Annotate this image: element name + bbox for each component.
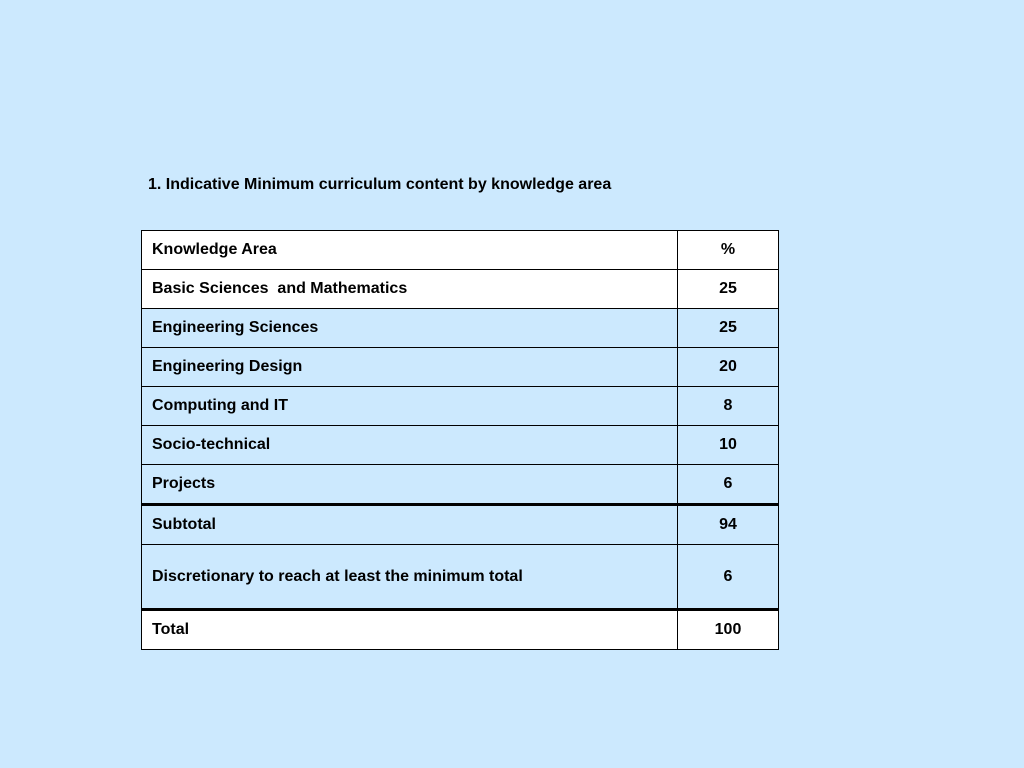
row-area: Engineering Sciences <box>142 309 678 348</box>
subtotal-percent: 94 <box>678 505 779 545</box>
discretionary-percent: 6 <box>678 545 779 610</box>
row-percent: 25 <box>678 309 779 348</box>
table-row <box>142 309 779 348</box>
total-percent: 100 <box>678 610 779 650</box>
row-percent: 8 <box>678 387 779 426</box>
table-row <box>142 387 779 426</box>
table-row <box>142 348 779 387</box>
row-percent: 6 <box>678 465 779 505</box>
row-area: Computing and IT <box>142 387 678 426</box>
header-percent: % <box>678 231 779 270</box>
row-percent: 10 <box>678 426 779 465</box>
total-label: Total <box>142 610 678 650</box>
discretionary-label: Discretionary to reach at least the minimum total <box>142 545 678 610</box>
row-area: Socio-technical <box>142 426 678 465</box>
row-area: Basic Sciences and Mathematics <box>142 270 678 309</box>
row-percent: 25 <box>678 270 779 309</box>
subtotal-row <box>142 505 779 545</box>
row-percent: 20 <box>678 348 779 387</box>
header-knowledge-area: Knowledge Area <box>142 231 678 270</box>
subtotal-label: Subtotal <box>142 505 678 545</box>
knowledge-area-table <box>141 230 779 650</box>
row-area: Projects <box>142 465 678 505</box>
discretionary-row <box>142 545 779 610</box>
table-row <box>142 426 779 465</box>
row-area: Engineering Design <box>142 348 678 387</box>
table-row <box>142 270 779 309</box>
page-title: 1. Indicative Minimum curriculum content by knowledge area <box>148 176 612 193</box>
table-header-row <box>142 231 779 270</box>
table-row <box>142 465 779 505</box>
total-row <box>142 610 779 650</box>
